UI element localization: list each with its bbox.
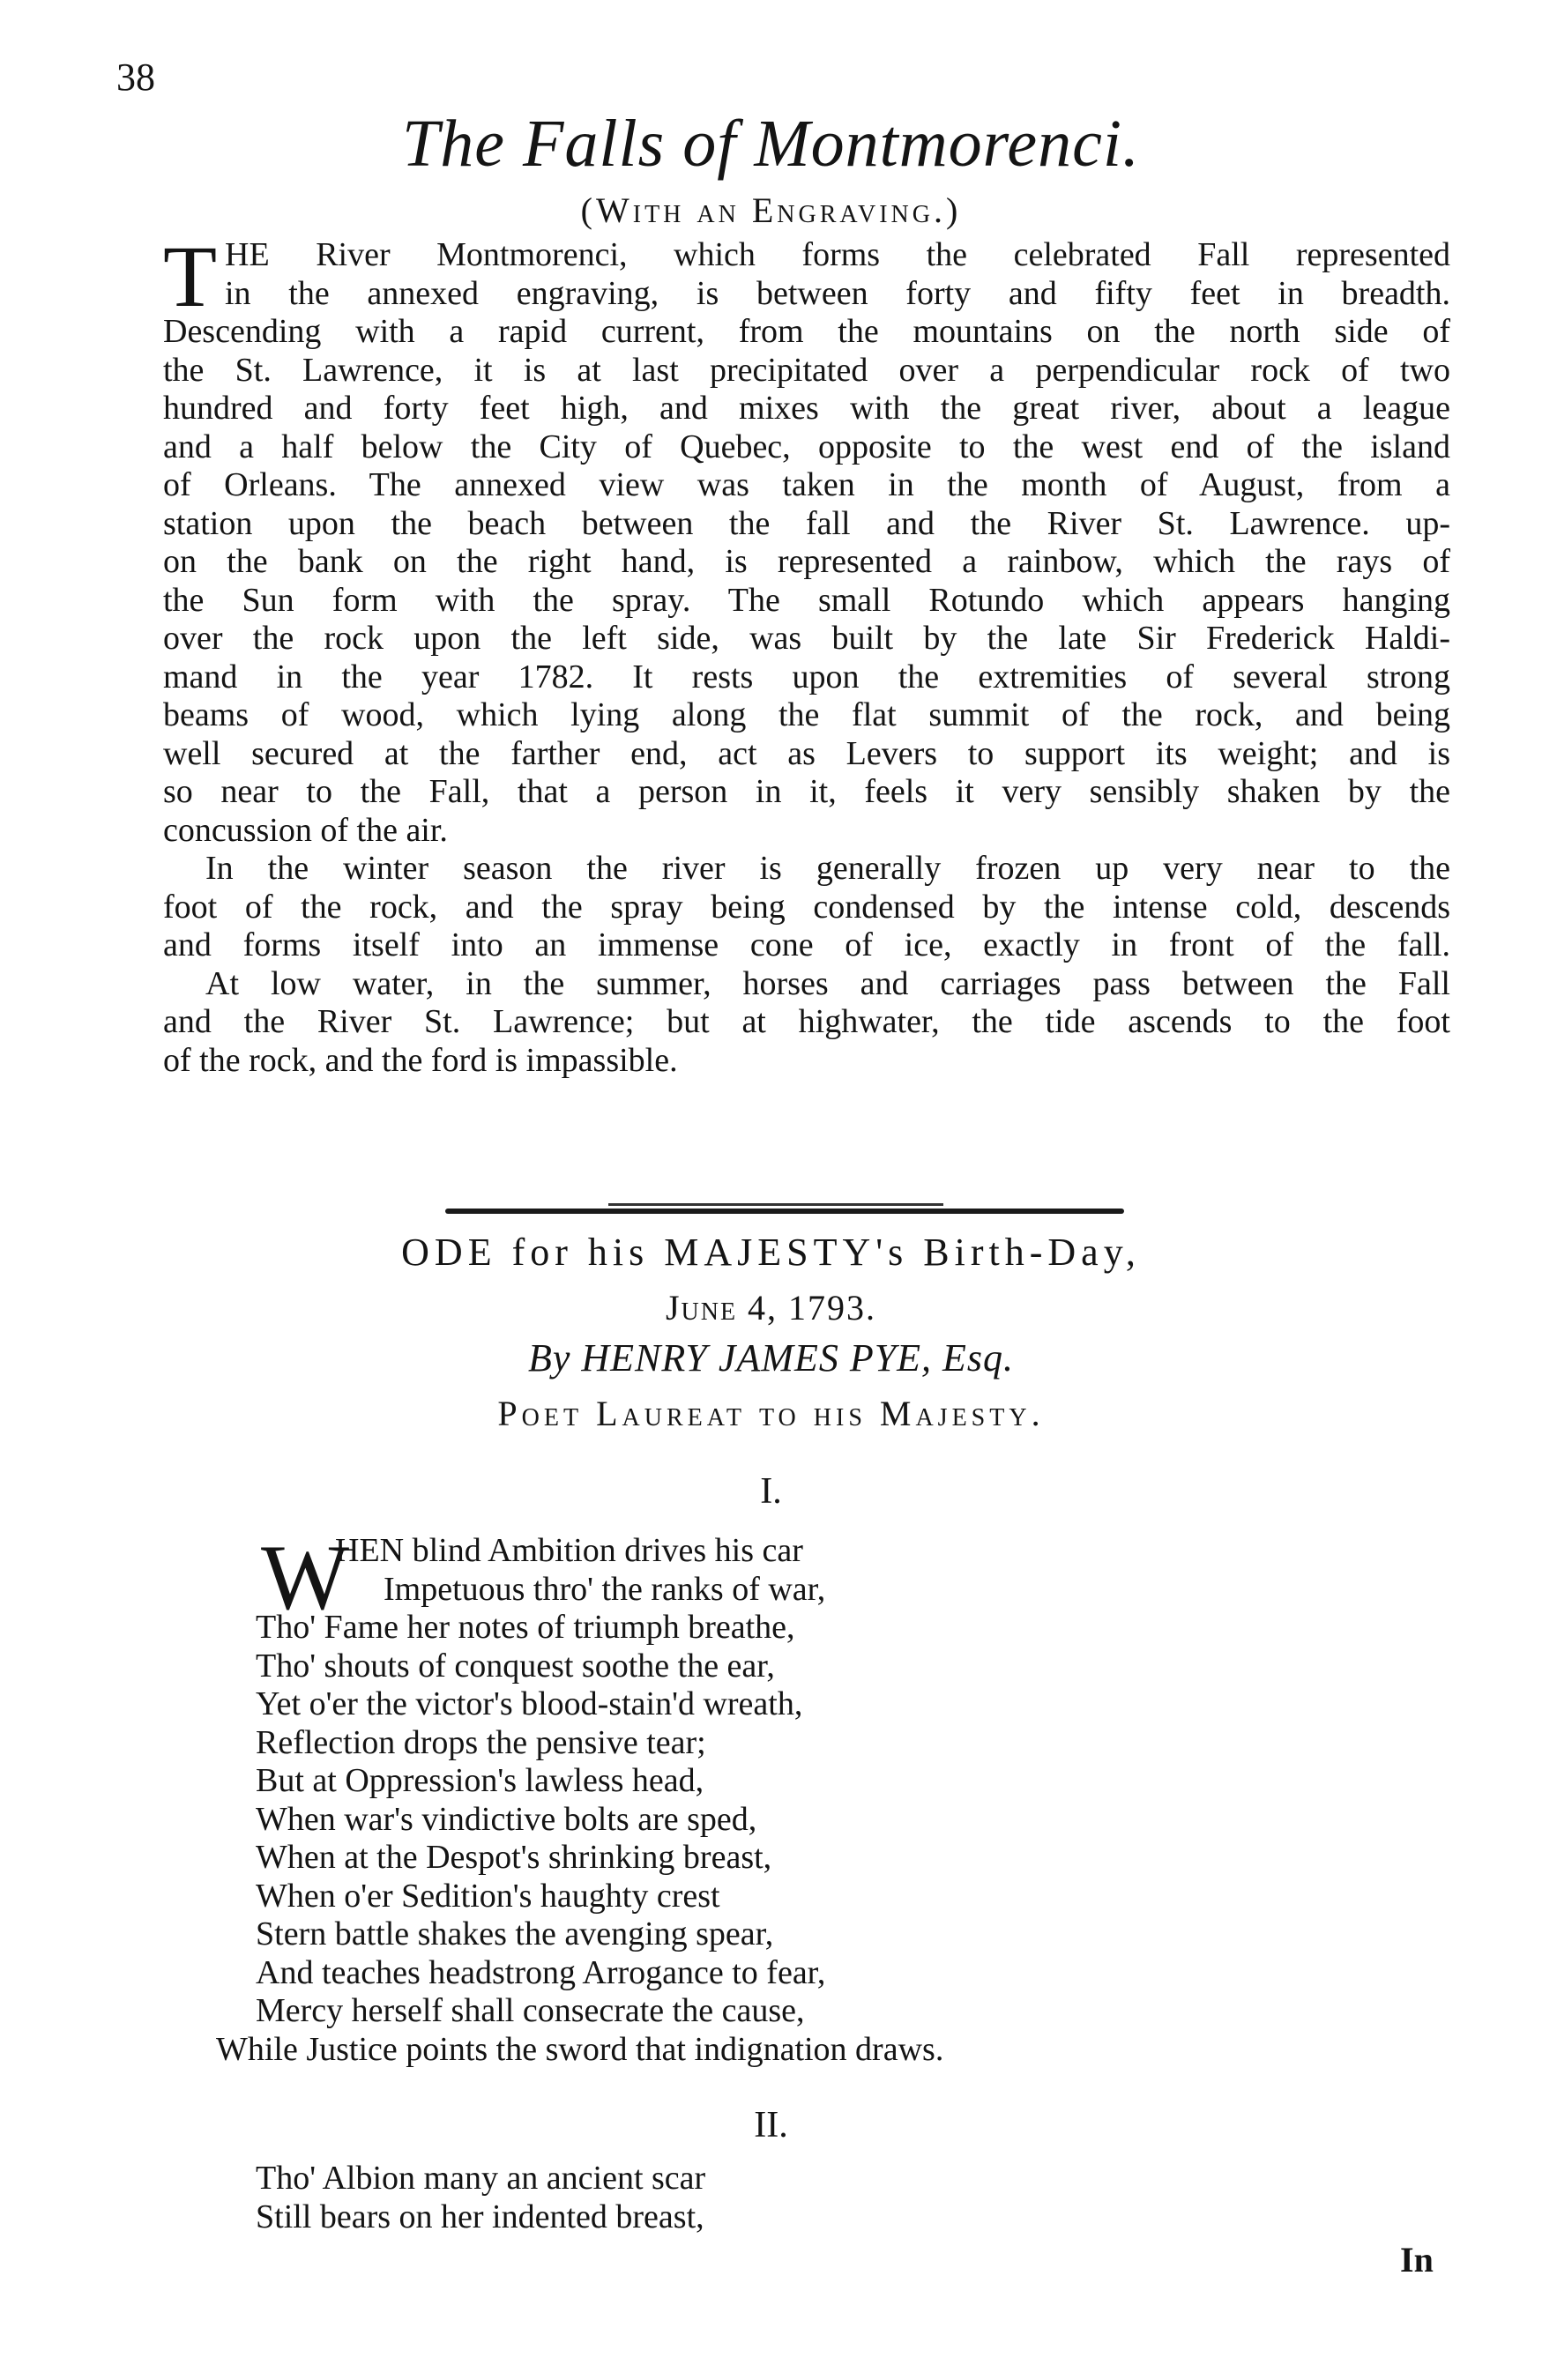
article-line: HE River Montmorenci, which forms the celebrated Fall represented — [225, 236, 1450, 273]
verse-line: But at Oppression's lawless head, — [256, 1762, 704, 1799]
article-line: in the annexed engraving, is between forty and fifty feet in breadth. — [225, 274, 1450, 312]
article-line: so near to the Fall, that a person in it, feels it very sensibly shaken by the — [163, 773, 1450, 810]
verse-line: And teaches headstrong Arrogance to fear, — [256, 1953, 826, 1991]
article-title: The Falls of Montmorenci. — [402, 107, 1140, 181]
article-subtitle: (With an Engraving.) — [580, 190, 962, 230]
verse-line: HEN blind Ambition drives his car — [335, 1532, 803, 1569]
stanza-number: I. — [760, 1471, 782, 1512]
article-line: and forms itself into an immense cone of ice, exactly in front of the fall. — [163, 926, 1450, 963]
stanza-2 — [256, 2160, 705, 2236]
verse-line: Impetuous thro' the ranks of war, — [384, 1570, 826, 1608]
verse-line: When o'er Sedition's haughty crest — [256, 1877, 720, 1915]
article-line: station upon the beach between the fall and the River St. Lawrence. up- — [163, 504, 1450, 542]
section-divider — [445, 1209, 1124, 1214]
article-line: of the rock, and the ford is impassible. — [163, 1041, 678, 1079]
section-divider-top — [608, 1203, 943, 1206]
article-line: hundred and forty feet high, and mixes with the great river, about a league — [163, 390, 1450, 427]
stanza-dropcap: W — [261, 1526, 350, 1629]
verse-line: Reflection drops the pensive tear; — [256, 1723, 706, 1761]
ode-date: June 4, 1793. — [665, 1288, 877, 1328]
article-line: the Sun form with the spray. The small Rotundo which appears hanging — [163, 581, 1450, 619]
verse-line: Yet o'er the victor's blood-stain'd wreath, — [256, 1685, 803, 1722]
verse-line: When at the Despot's shrinking breast, — [256, 1839, 772, 1876]
page-number: 38 — [116, 56, 155, 99]
article-body — [163, 227, 1450, 1080]
article-dropcap: T — [163, 227, 218, 325]
article-line: beams of wood, which lying along the flat summit of the rock, and being — [163, 696, 1450, 733]
verse-line: While Justice points the sword that indignation draws. — [216, 2030, 944, 2068]
verse-line: When war's vindictive bolts are sped, — [256, 1800, 757, 1838]
verse-line: Mercy herself shall consecrate the cause, — [256, 1992, 805, 2029]
ode-author: By HENRY JAMES PYE, Esq. — [527, 1336, 1015, 1380]
ode-author-role: Poet Laureat to his Majesty. — [497, 1394, 1045, 1433]
stanza-1 — [216, 1526, 944, 2069]
verse-line: Tho' shouts of conquest soothe the ear, — [256, 1647, 775, 1685]
article-line: on the bank on the right hand, is represented a rainbow, which the rays of — [163, 543, 1450, 580]
verse-line: Tho' Fame her notes of triumph breathe, — [256, 1609, 795, 1646]
article-line: Descending with a rapid current, from the mountains on the north side of — [163, 313, 1450, 350]
article-line: of Orleans. The annexed view was taken in the month of August, from a — [163, 466, 1450, 503]
article-line: foot of the rock, and the spray being condensed by the intense cold, descends — [163, 888, 1450, 926]
article-line: concussion of the air. — [163, 811, 448, 849]
ode-title: ODE for his MAJESTY's Birth-Day, — [401, 1231, 1141, 1274]
article-line: well secured at the farther end, act as Levers to support its weight; and is — [163, 734, 1450, 772]
verse-line: Still bears on her indented breast, — [256, 2198, 704, 2235]
verse-line: Tho' Albion many an ancient scar — [256, 2160, 706, 2197]
article-line: mand in the year 1782. It rests upon the extremities of several strong — [163, 658, 1450, 695]
article-line: and a half below the City of Quebec, opposite to the west end of the island — [163, 428, 1450, 465]
article-line: In the winter season the river is generally frozen up very near to the — [205, 850, 1450, 887]
article-line: At low water, in the summer, horses and carriages pass between the Fall — [205, 964, 1450, 1002]
stanza-number: II. — [754, 2105, 788, 2146]
catchword: In — [1400, 2240, 1434, 2280]
article-line: and the River St. Lawrence; but at highwater, the tide ascends to the foot — [163, 1003, 1450, 1040]
verse-line: Stern battle shakes the avenging spear, — [256, 1915, 774, 1952]
article-line: over the rock upon the left side, was built by the late Sir Frederick Haldi- — [163, 620, 1450, 657]
article-line: the St. Lawrence, it is at last precipitated over a perpendicular rock of two — [163, 351, 1450, 389]
